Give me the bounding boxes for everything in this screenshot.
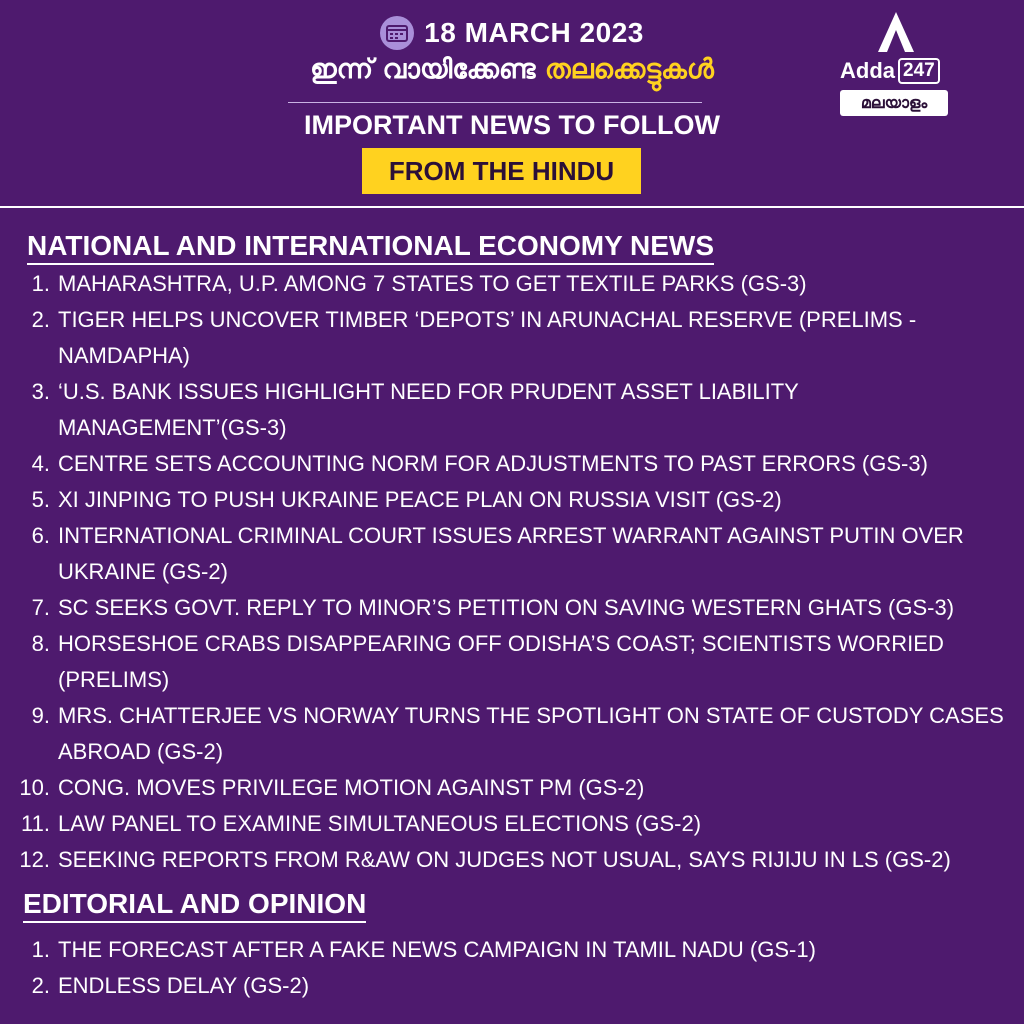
item-text: SEEKING REPORTS FROM R&AW ON JUDGES NOT USUAL, SAYS RIJIJU IN LS (GS-2) [58,847,951,872]
logo-wordmark [840,58,952,84]
section-title-editorial: EDITORIAL AND OPINION [23,888,366,923]
list-item [0,590,1024,626]
item-text: LAW PANEL TO EXAMINE SIMULTANEOUS ELECTIONS (GS-2) [58,811,702,836]
calendar-icon [380,16,414,50]
item-text: CENTRE SETS ACCOUNTING NORM FOR ADJUSTMENTS TO PAST ERRORS (GS-3) [58,451,928,476]
list-item [0,626,1024,698]
subtitle: IMPORTANT NEWS TO FOLLOW [304,110,720,140]
item-text: MRS. CHATTERJEE VS NORWAY TURNS THE SPOTLIGHT ON STATE OF CUSTODY CASES ABROAD (GS-2) [58,703,1004,764]
item-number: 5. [31,487,50,512]
list-item [0,698,1024,770]
date-text: 18 MARCH 2023 [424,17,644,48]
list-item [0,374,1024,446]
item-number: 1. [31,271,50,296]
item-text: ‘U.S. BANK ISSUES HIGHLIGHT NEED FOR PRUDENT ASSET LIABILITY MANAGEMENT’(GS-3) [58,379,799,440]
logo-brand: Adda [840,58,895,83]
editorial-list [0,932,1024,1004]
source-badge: FROM THE HINDU [362,148,641,194]
item-number: 9. [31,703,50,728]
list-item [0,806,1024,842]
item-number: 6. [31,523,50,548]
section-title-economy: NATIONAL AND INTERNATIONAL ECONOMY NEWS [27,230,714,265]
item-number: 8. [31,631,50,656]
item-number: 4. [31,451,50,476]
item-text: HORSESHOE CRABS DISAPPEARING OFF ODISHA’S COAST; SCIENTISTS WORRIED (PRELIMS) [58,631,944,692]
item-text: ENDLESS DELAY (GS-2) [58,973,310,998]
list-item [0,266,1024,302]
list-item [0,932,1024,968]
economy-news-list [0,266,1024,878]
list-item [0,770,1024,806]
header-rule [288,102,702,103]
item-number: 7. [31,595,50,620]
logo-a-icon [876,10,916,54]
item-number: 12. [19,847,50,872]
header-divider [0,206,1024,208]
item-number: 11. [21,811,50,836]
item-text: TIGER HELPS UNCOVER TIMBER ‘DEPOTS’ IN ARUNACHAL RESERVE (PRELIMS - NAMDAPHA) [58,307,917,368]
list-item [0,518,1024,590]
item-number: 1. [31,937,50,962]
header [0,0,1024,206]
malayalam-title-white: ഇന്ന് വായിക്കേണ്ട [310,54,545,85]
list-item [0,302,1024,374]
item-text: THE FORECAST AFTER A FAKE NEWS CAMPAIGN IN TAMIL NADU (GS-1) [58,937,816,962]
malayalam-title-highlight: തലക്കെട്ടുകൾ [544,54,714,85]
logo-brand-number: 247 [898,58,940,84]
item-text: XI JINPING TO PUSH UKRAINE PEACE PLAN ON RUSSIA VISIT (GS-2) [58,487,782,512]
item-text: MAHARASHTRA, U.P. AMONG 7 STATES TO GET TEXTILE PARKS (GS-3) [58,271,807,296]
adda247-logo [840,10,952,110]
list-item [0,968,1024,1004]
list-item [0,446,1024,482]
logo-language: മലയാളം [840,90,948,116]
list-item [0,482,1024,518]
item-number: 2. [31,307,50,332]
item-number: 3. [31,379,50,404]
item-text: INTERNATIONAL CRIMINAL COURT ISSUES ARREST WARRANT AGAINST PUTIN OVER UKRAINE (GS-2) [58,523,964,584]
item-text: SC SEEKS GOVT. REPLY TO MINOR’S PETITION ON SAVING WESTERN GHATS (GS-3) [58,595,955,620]
item-number: 10. [19,775,50,800]
item-text: CONG. MOVES PRIVILEGE MOTION AGAINST PM (GS-2) [58,775,645,800]
list-item [0,842,1024,878]
item-number: 2. [31,973,50,998]
